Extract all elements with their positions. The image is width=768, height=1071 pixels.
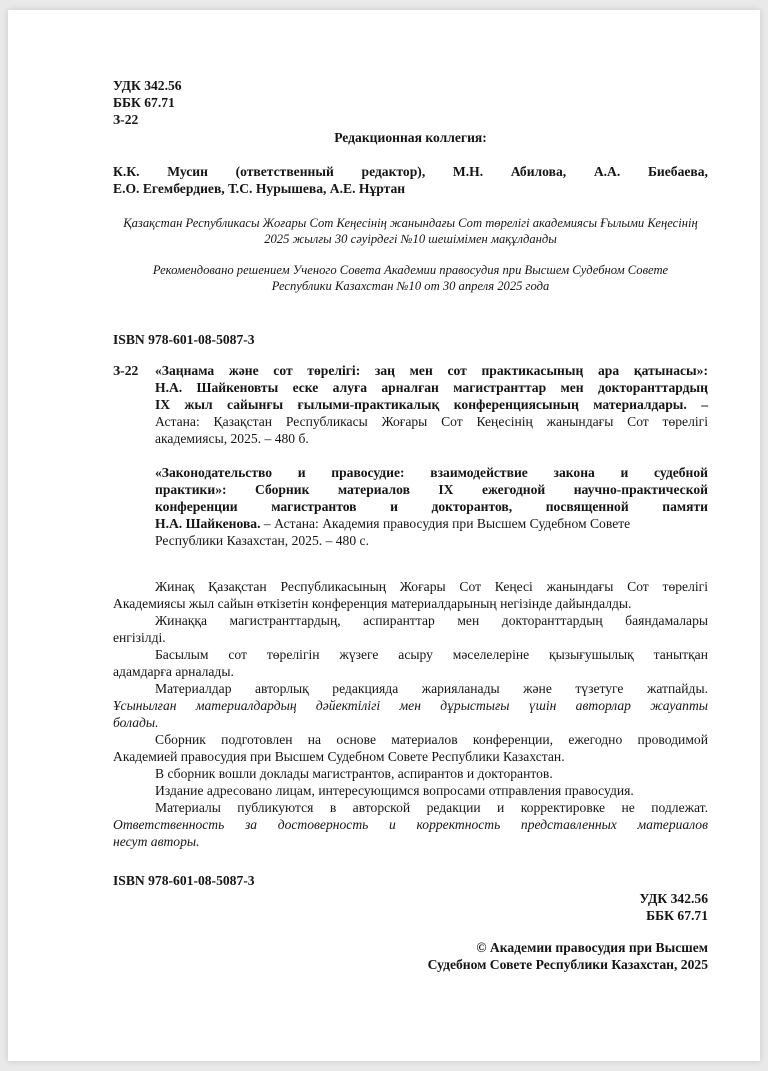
annotation-kz-4-line-1: Материалдар авторлық редакцияда жарияланады және түзетуге жатпайды. — [155, 681, 708, 696]
annotation-kz-3-line-2: адамдарға арналады. — [113, 664, 234, 679]
bbk-code: ББК 67.71 — [113, 95, 175, 110]
approval-ru-line-2: Республики Казахстан №10 от 30 апреля 2025 года — [271, 279, 550, 293]
annotation-ru-1-line-2: Академией правосудия при Высшем Судебном Совете Республики Казахстан. — [113, 749, 565, 764]
approval-kz-line-1: Қазақстан Республикасы Жоғары Сот Кеңесінің жанындағы Сот төрелігі академиясы Ғылыми Кеңесінің — [123, 216, 698, 230]
catalog-ru-line-2: практики»: Сборник материалов IX ежегодной научно-практической — [155, 482, 708, 497]
annotation-ru-1-line-1: Сборник подготовлен на основе материалов конференции, ежегодно проводимой — [155, 732, 708, 747]
footer-bbk: ББК 67.71 — [646, 908, 708, 923]
catalog-ru-line-1: «Законодательство и правосудие: взаимодействие закона и судебной — [155, 465, 708, 480]
annotation-kz-italic-line-2: болады. — [113, 715, 159, 730]
catalog-ru-line-4 — [155, 516, 708, 533]
isbn-bottom: ISBN 978-601-08-5087-3 — [113, 873, 255, 888]
annotation-kz-2-line-2: енгізілді. — [113, 630, 166, 645]
annotation-kz-italic-line-1: Ұсынылған материалдардың дәйектілігі мен дұрыстығы үшін авторлар жауапты — [113, 698, 708, 713]
annotation-kz-1-line-2: Академиясы жыл сайын өткізетін конференция материалдарының негізінде дайындалды. — [113, 596, 632, 611]
catalog-kz-line-5: академиясы, 2025. – 480 б. — [155, 431, 309, 446]
copyright-line-2: Судебном Совете Республики Казахстан, 2025 — [427, 957, 708, 972]
editorial-board-line-2: Е.О. Егембердиев, Т.С. Нурышева, А.Е. Нұртан — [113, 181, 406, 196]
document-page — [8, 10, 760, 1061]
annotation-kz-3-line-1: Басылым сот төрелігін жүзеге асыру мәселелеріне қызығушылық танытқан — [155, 647, 708, 662]
catalog-ru-author: Н.А. Шайкенова. — [155, 516, 261, 531]
annotation-kz-2-line-1: Жинаққа магистранттардың, аспиранттар мен докторанттардың баяндамалары — [155, 613, 708, 628]
catalog-ru-line-3: конференции магистрантов и докторантов, посвященной памяти — [155, 499, 708, 514]
catalog-kz-line-4: Астана: Қазақстан Республикасы Жоғары Сот Кеңесінің жанындағы Сот төрелігі — [155, 414, 708, 429]
approval-kz-line-2: 2025 жылғы 30 сәуірдегі №10 шешімімен мақұлданды — [264, 232, 557, 246]
catalog-kz-line-3: IX жыл сайынғы ғылыми-практикалық конференциясының материалдары. – — [155, 397, 708, 412]
catalog-ru-line-5: Республики Казахстан, 2025. – 480 с. — [155, 533, 369, 548]
annotation-ru-3-line-1: Издание адресовано лицам, интересующимся вопросами отправления правосудия. — [155, 783, 634, 798]
annotation-ru-2-line-1: В сборник вошли доклады магистрантов, аспирантов и докторантов. — [155, 766, 553, 781]
annotation-ru-italic-line-1: Ответственность за достоверность и корректность представленных материалов — [113, 817, 708, 832]
annotation-ru-italic-line-2: несут авторы. — [113, 834, 200, 849]
approval-ru-line-1: Рекомендовано решением Ученого Совета Академии правосудия при Высшем Судебном Совете — [152, 263, 669, 277]
author-sign-code: З-22 — [113, 112, 139, 127]
catalog-ru-publisher: – Астана: Академия правосудия при Высшем Судебном Совете — [260, 516, 631, 531]
catalog-kz-line-1: «Заңнама және сот төрелігі: заң мен сот практикасының ара қатынасы»: — [155, 363, 708, 378]
annotation-ru-4-line-1: Материалы публикуются в авторской редакции и корректировке не подлежат. — [155, 800, 708, 815]
isbn-top: ISBN 978-601-08-5087-3 — [113, 332, 255, 347]
annotation-kz-1-line-1: Жинақ Қазақстан Республикасының Жоғары Сот Кеңесі жанындағы Сот төрелігі — [155, 579, 708, 594]
copyright-line-1: © Академии правосудия при Высшем — [476, 940, 708, 955]
catalog-code: З-22 — [113, 363, 139, 378]
editorial-board-line-1: К.К. Мусин (ответственный редактор), М.Н. Абилова, А.А. Биебаева, — [113, 164, 708, 179]
editorial-board-title: Редакционная коллегия: — [334, 130, 487, 145]
catalog-kz-line-2: Н.А. Шайкеновты еске алуға арналған магистранттар мен докторанттардың — [155, 380, 708, 395]
udk-code: УДК 342.56 — [113, 78, 182, 93]
footer-udk: УДК 342.56 — [639, 891, 708, 906]
